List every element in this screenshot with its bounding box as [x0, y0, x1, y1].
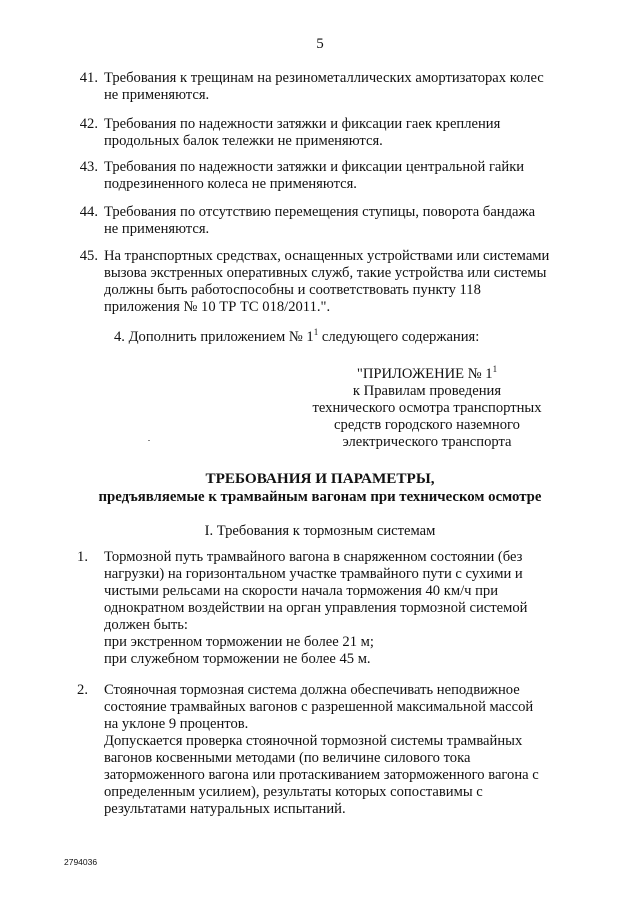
item-number: 41.	[79, 70, 98, 86]
section-heading: I. Требования к тормозным системам	[204, 523, 436, 539]
paragraph-4	[114, 329, 479, 346]
item-text-line: результатами натуральных испытаний.	[104, 801, 346, 817]
item-text-line: на уклоне 9 процентов.	[104, 716, 249, 732]
item-text-line: однократном воздействии на орган управления тормозной системой	[104, 600, 528, 616]
item-text-line: определенным усилием), результаты которых сопоставимы с	[104, 784, 483, 800]
item-text-line: Допускается проверка стояночной тормозной системы трамвайных	[104, 733, 523, 749]
item-text-line: при служебном торможении не более 45 м.	[104, 651, 371, 667]
appendix-line: к Правилам проведения	[352, 383, 502, 399]
appendix-head: "ПРИЛОЖЕНИЕ № 1	[356, 366, 493, 382]
document-title: ТРЕБОВАНИЯ И ПАРАМЕТРЫ,	[205, 470, 435, 487]
item-text-line: состояние трамвайных вагонов с разрешенной максимальной массой	[104, 699, 534, 715]
item-text-line: не применяются.	[104, 221, 210, 237]
superscript: 1	[313, 327, 319, 338]
item-text-line: приложения № 10 ТР ТС 018/2011.".	[104, 299, 331, 315]
item-number: 42.	[79, 116, 98, 132]
item-number: 2.	[77, 682, 88, 698]
appendix-header	[296, 366, 558, 451]
item-text-line: вызова экстренных оперативных служб, такие устройства или системы	[104, 265, 547, 281]
item-text-line: Требования по надежности затяжки и фиксации гаек крепления	[104, 116, 501, 132]
item-text-line: На транспортных средствах, оснащенных устройствами или системами	[104, 248, 550, 264]
item-number: 1.	[77, 549, 88, 565]
paragraph-4-tail: следующего содержания:	[318, 329, 480, 345]
item-text-line: не применяются.	[104, 87, 210, 103]
item-text-line: вагонов косвенными методами (по величине силового тока	[104, 750, 471, 766]
item-text-line: заторможенного вагона или протаскиванием заторможенного вагона с	[104, 767, 539, 783]
footer-code: 2794036	[64, 857, 98, 867]
document-subtitle: предъявляемые к трамвайным вагонам при техническом осмотре	[98, 489, 542, 505]
item-text-line: Требования по надежности затяжки и фиксации центральной гайки	[104, 159, 525, 175]
item-text-line: Требования к трещинам на резинометаллических амортизаторах колес	[104, 70, 544, 86]
item-text-line: Требования по отсутствию перемещения ступицы, поворота бандажа	[104, 204, 536, 220]
item-text-line: Стояночная тормозная система должна обеспечивать неподвижное	[104, 682, 520, 698]
appendix-head-line	[296, 366, 558, 383]
item-number: 43.	[79, 159, 98, 175]
item-text-line: должен быть:	[104, 617, 188, 633]
item-text-line: при экстренном торможении не более 21 м;	[104, 634, 374, 650]
appendix-line: электрического транспорта	[342, 434, 512, 450]
item-text-line: подрезиненного колеса не применяются.	[104, 176, 357, 192]
item-text-line: Тормозной путь трамвайного вагона в снаряженном состоянии (без	[104, 549, 523, 565]
item-text-line: должны быть работоспособны и соответствовать пункту 118	[104, 282, 481, 298]
item-text-line: нагрузки) на горизонтальном участке трамвайного пути с сухими и	[104, 566, 523, 582]
appendix-line: средств городского наземного	[334, 417, 520, 433]
paragraph-4-text: 4. Дополнить приложением № 1	[114, 329, 314, 345]
scan-speck	[148, 440, 150, 441]
page-number: 5	[316, 36, 324, 52]
item-number: 44.	[79, 204, 98, 220]
item-number: 45.	[79, 248, 98, 264]
item-text-line: чистыми рельсами на скорости начала торможения 40 км/ч при	[104, 583, 499, 599]
superscript: 1	[492, 364, 498, 375]
item-text-line: продольных балок тележки не применяются.	[104, 133, 383, 149]
appendix-line: технического осмотра транспортных	[312, 400, 542, 416]
